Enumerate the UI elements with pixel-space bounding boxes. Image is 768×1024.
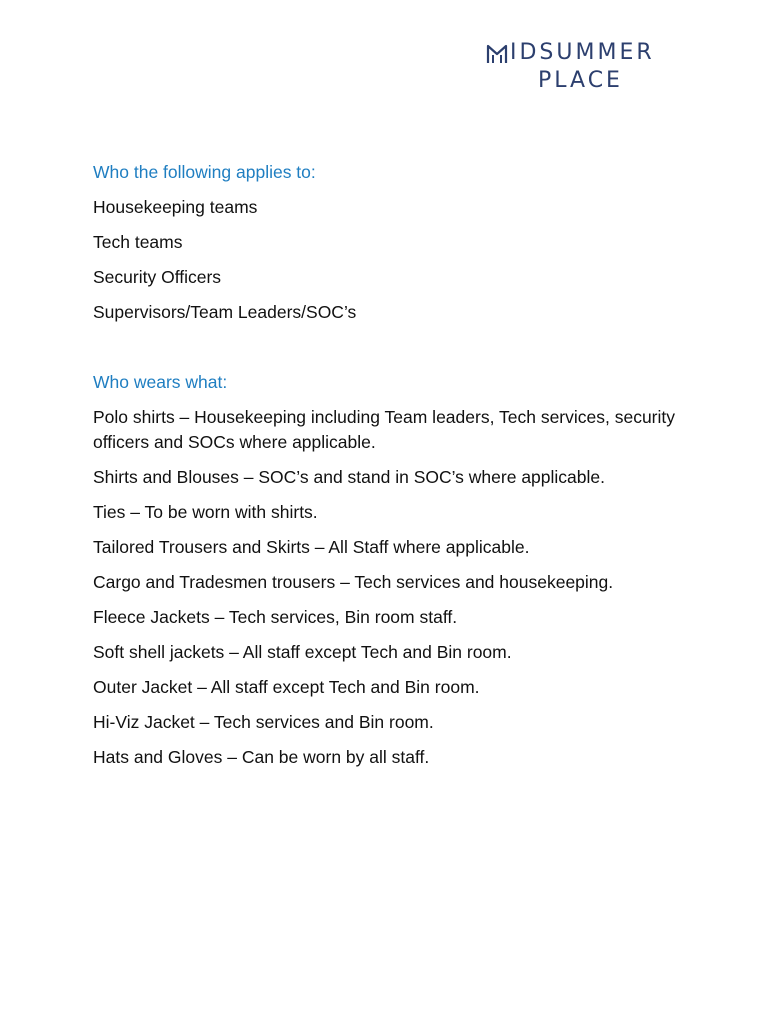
list-item: Security Officers bbox=[93, 267, 222, 287]
m-monogram-icon bbox=[486, 43, 508, 65]
list-item: Hi-Viz Jacket – Tech services and Bin room. bbox=[93, 712, 434, 732]
list-item: Housekeeping teams bbox=[93, 197, 258, 217]
list-item: Fleece Jackets – Tech services, Bin room staff. bbox=[93, 607, 458, 627]
list-item: Supervisors/Team Leaders/SOC’s bbox=[93, 302, 357, 322]
list-item: Soft shell jackets – All staff except Tech and Bin room. bbox=[93, 642, 512, 662]
list-item: Outer Jacket – All staff except Tech and Bin room. bbox=[93, 677, 480, 697]
list-item: Hats and Gloves – Can be worn by all staff. bbox=[93, 747, 430, 767]
list-item: Polo shirts – Housekeeping including Team leaders, Tech services, security officers and SOCs where applicable. bbox=[93, 407, 676, 452]
logo-text-line1: IDSUMMER bbox=[510, 40, 655, 65]
applies-heading: Who the following applies to: bbox=[93, 162, 316, 182]
document-body bbox=[93, 160, 713, 770]
list-item: Shirts and Blouses – SOC’s and stand in SOC’s where applicable. bbox=[93, 467, 605, 487]
list-item: Cargo and Tradesmen trousers – Tech services and housekeeping. bbox=[93, 572, 614, 592]
list-item: Ties – To be worn with shirts. bbox=[93, 502, 318, 522]
wears-list bbox=[93, 405, 713, 770]
list-item: Tailored Trousers and Skirts – All Staff where applicable. bbox=[93, 537, 530, 557]
applies-list bbox=[93, 195, 713, 325]
midsummer-place-logo bbox=[486, 40, 676, 96]
list-item: Tech teams bbox=[93, 232, 183, 252]
wears-heading: Who wears what: bbox=[93, 372, 228, 392]
logo-text-line2: PLACE bbox=[538, 68, 623, 93]
